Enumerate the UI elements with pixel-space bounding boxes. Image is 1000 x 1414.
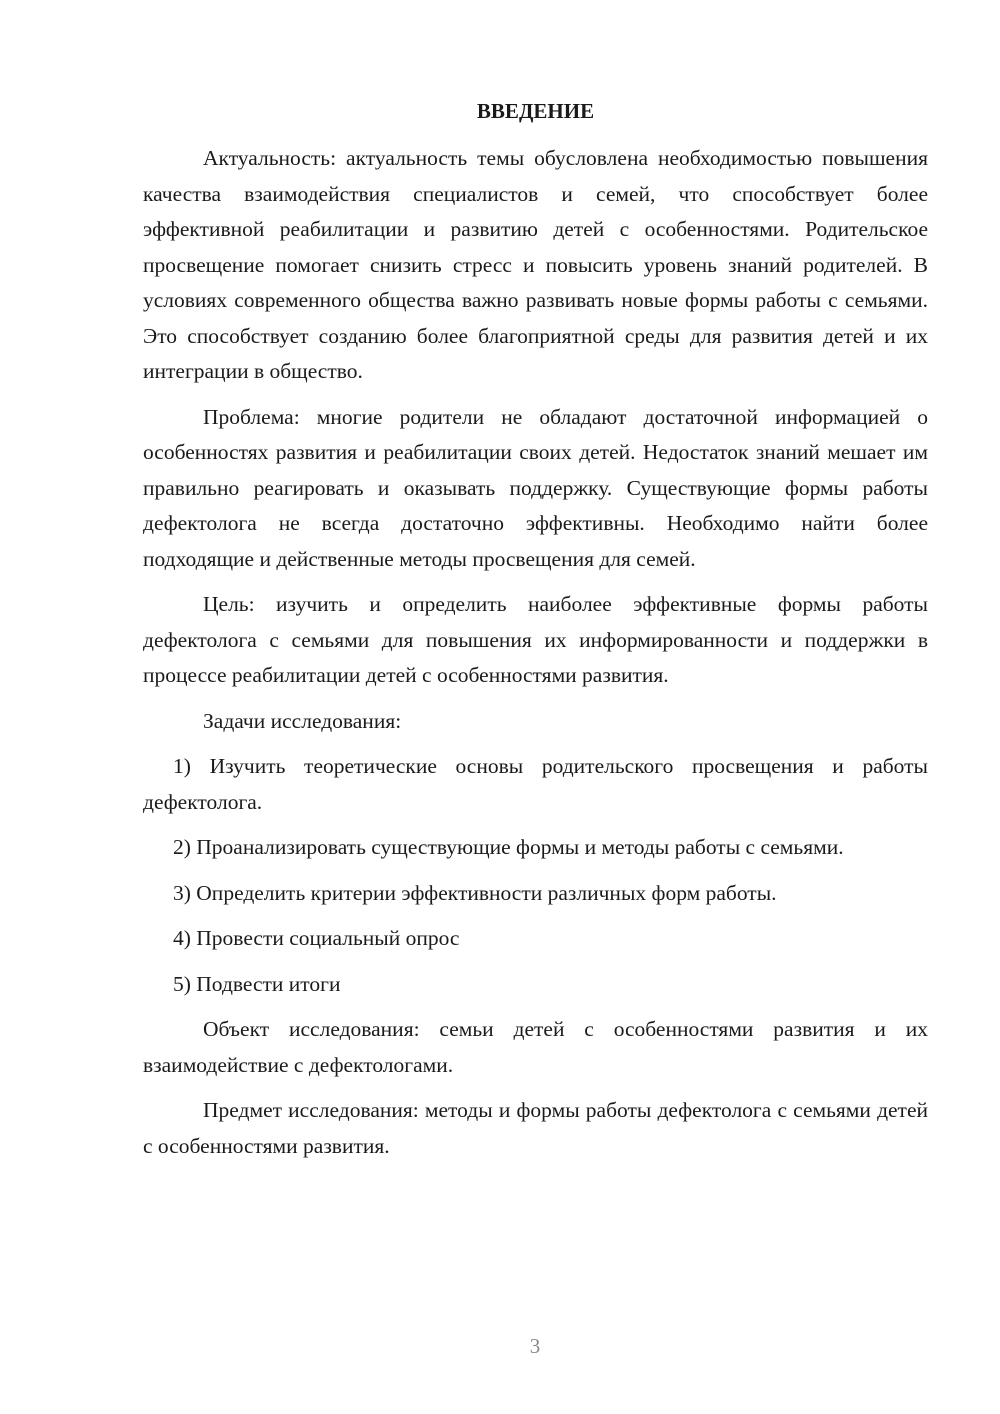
goal-paragraph: Цель: изучить и определить наиболее эффективные формы работы дефектолога с семьями для повышения их информированности и поддержки в процессе реабилитации детей с особенностями развития. [143,592,928,687]
problem-paragraph: Проблема: многие родители не обладают достаточной информацией о особенностях развития и реабилитации своих детей. Недостаток знаний мешает им правильно реагировать и оказывать поддержку. Существующие формы работы дефектолога не всегда достаточно эффективны. Необходимо найти более подходящие и действенные методы просвещения для семей. [143,404,928,571]
tasks-title: Задачи исследования: [203,708,402,733]
task-item-1: 1) Изучить теоретические основы родительского просвещения и работы дефектолога. [143,754,928,814]
task-item-3: 3) Определить критерии эффективности различных форм работы. [173,880,777,905]
document-heading: ВВЕДЕНИЕ [476,99,595,123]
task-item-5: 5) Подвести итоги [173,971,341,996]
task-item-4: 4) Провести социальный опрос [173,926,460,950]
task-item-2: 2) Проанализировать существующие формы и методы работы с семьями. [173,835,844,859]
subject-paragraph: Предмет исследования: методы и формы работы дефектолога с семьями детей с особенностями развития. [143,1098,928,1158]
object-paragraph: Объект исследования: семьи детей с особенностями развития и их взаимодействие с дефектологами. [143,1017,928,1077]
document-body [143,141,928,1174]
page-number: 3 [529,1334,541,1358]
relevance-paragraph: Актуальность: актуальность темы обусловлена необходимостью повышения качества взаимодействия специалистов и семей, что способствует более эффективной реабилитации и развитию детей с особенностями. Родительское просвещение помогает снизить стресс и повысить уровень знаний родителей. В условиях современного общества важно развивать новые формы работы с семьями. Это способствует созданию более благоприятной среды для развития детей и их интеграции в общество. [143,146,928,383]
